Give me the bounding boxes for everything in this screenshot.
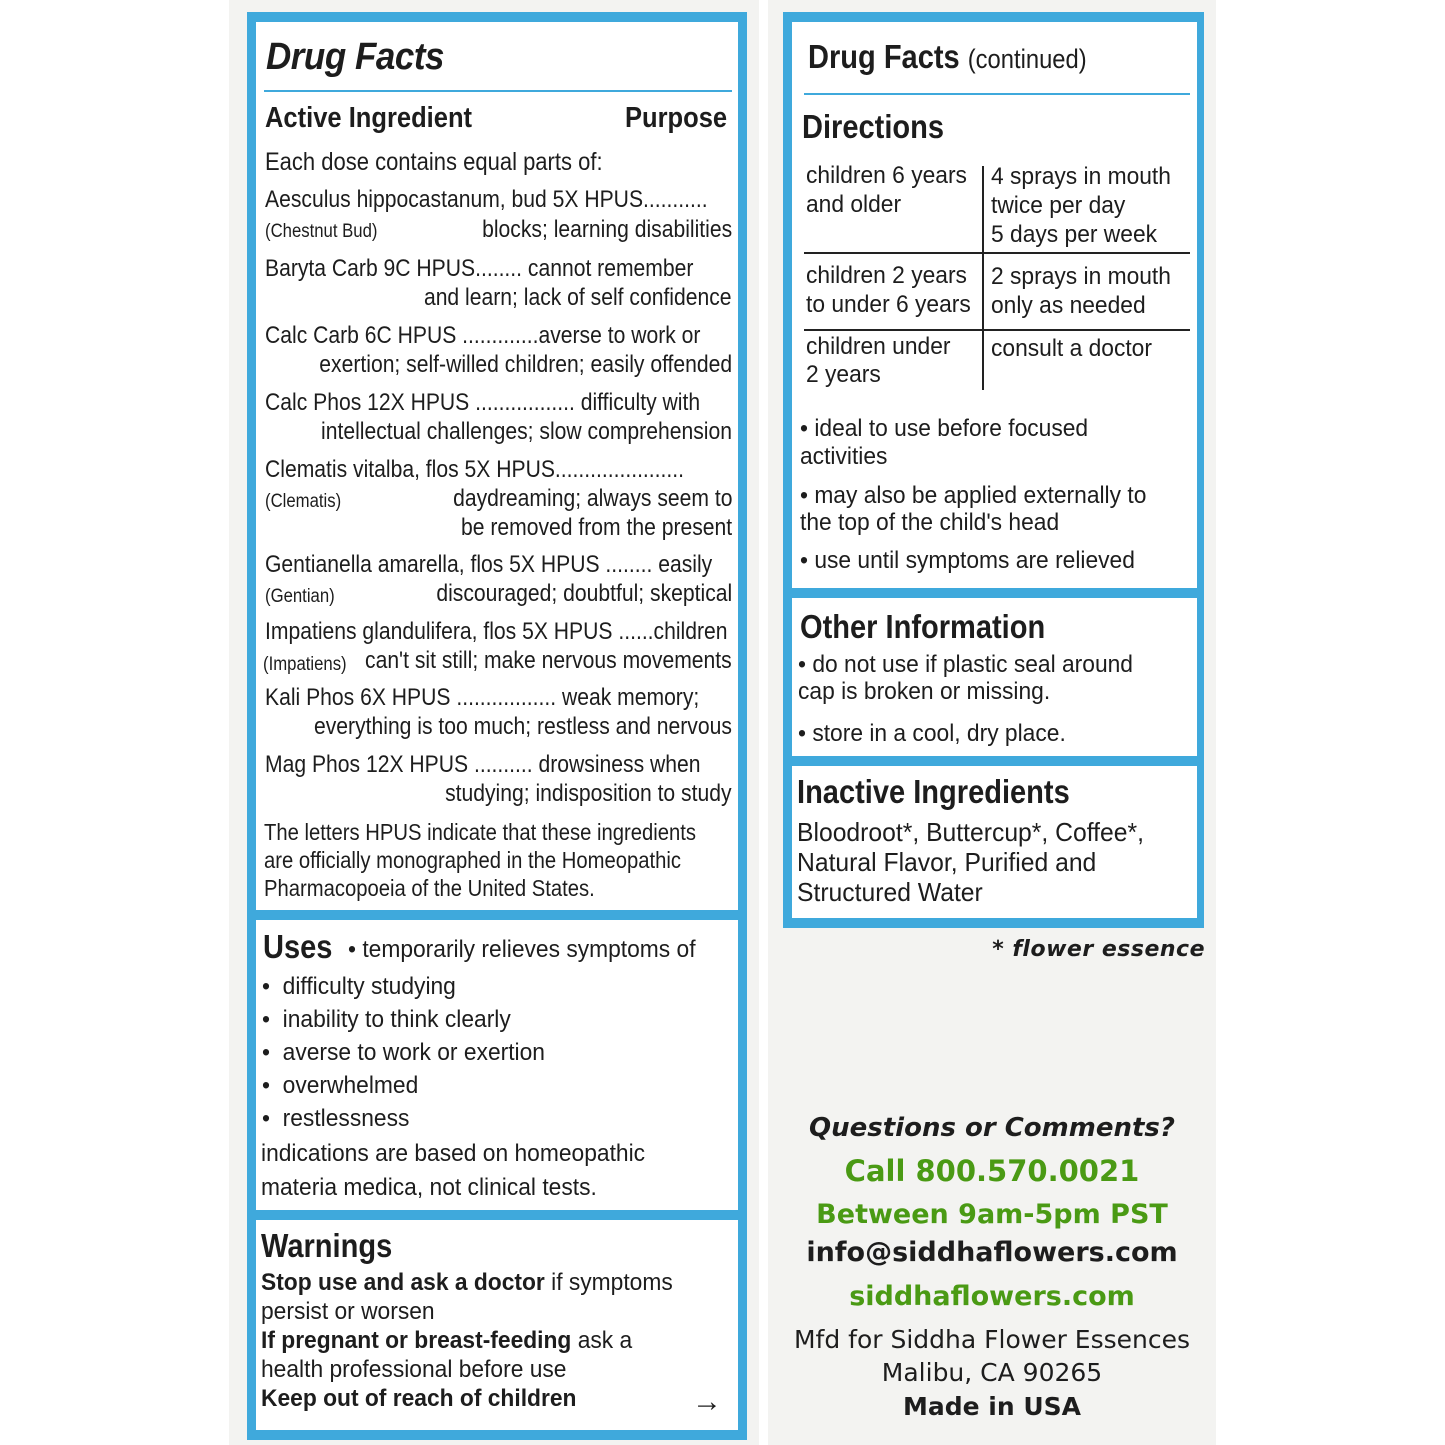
directions-bullet: the top of the child's head <box>800 509 1060 536</box>
uses-heading: Uses <box>263 928 333 965</box>
website-link[interactable]: siddhaflowers.com <box>849 1281 1135 1312</box>
questions-heading: Questions or Comments? <box>809 1113 1175 1143</box>
warning-keep-out: Keep out of reach of children <box>261 1385 577 1412</box>
directions-bullet: • ideal to use before focused <box>800 415 1089 442</box>
other-info-item: cap is broken or missing. <box>798 678 1051 705</box>
ingredient-purpose: studying; indisposition to study <box>445 780 732 807</box>
title-rule <box>264 90 732 92</box>
ingredient-name: Gentianella amarella, flos 5X HPUS ........ easily <box>265 551 713 578</box>
ingredient-purpose: discouraged; doubtful; skeptical <box>436 580 732 607</box>
directions-dose: 4 sprays in mouth <box>991 163 1171 190</box>
uses-item: • difficulty studying <box>262 973 456 1000</box>
made-in-usa: Made in USA <box>902 1392 1082 1421</box>
other-info-heading: Other Information <box>800 608 1046 645</box>
purpose-heading: Purpose <box>625 102 728 134</box>
directions-age: to under 6 years <box>806 291 971 318</box>
directions-bullet: • may also be applied externally to <box>800 482 1147 509</box>
directions-age: children 6 years <box>806 162 967 189</box>
ingredient-common-name: (Impatiens) <box>263 654 347 675</box>
inactive-heading: Inactive Ingredients <box>797 773 1070 810</box>
directions-dose: 5 days per week <box>991 221 1158 248</box>
manufacturer-line: Mfd for Siddha Flower Essences <box>793 1325 1191 1354</box>
inactive-line: Natural Flavor, Purified and <box>797 847 1097 877</box>
warning-stop-use-cont: persist or worsen <box>261 1298 435 1325</box>
warnings-heading: Warnings <box>261 1227 393 1264</box>
uses-intro: • temporarily relieves symptoms of <box>348 936 696 963</box>
uses-item: • overwhelmed <box>262 1072 419 1099</box>
title-rule <box>804 93 1190 95</box>
warning-pregnant-cont: health professional before use <box>261 1356 567 1383</box>
directions-dose: 2 sprays in mouth <box>991 263 1171 290</box>
directions-heading: Directions <box>802 108 945 145</box>
warning-stop-use: Stop use and ask a doctor if symptoms <box>261 1269 673 1296</box>
hpus-note-line: are officially monographed in the Homeopathic <box>264 847 682 873</box>
inactive-line: Bloodroot*, Buttercup*, Coffee*, <box>797 817 1144 847</box>
directions-age: 2 years <box>806 361 881 388</box>
uses-item: • inability to think clearly <box>262 1006 511 1033</box>
uses-item: • averse to work or exertion <box>262 1039 545 1066</box>
ingredient-name: Aesculus hippocastanum, bud 5X HPUS........... <box>265 186 708 213</box>
directions-age: and older <box>806 191 902 218</box>
directions-bullet: activities <box>800 443 888 470</box>
other-info-item: • do not use if plastic seal around <box>798 651 1133 678</box>
directions-dose: consult a doctor <box>991 335 1152 362</box>
table-divider-vertical <box>982 166 984 390</box>
ingredient-purpose: can't sit still; make nervous movements <box>365 647 732 674</box>
directions-dose: twice per day <box>991 192 1126 219</box>
phone-number: Call 800.570.0021 <box>844 1154 1140 1188</box>
directions-age: children 2 years <box>806 262 967 289</box>
inactive-line: Structured Water <box>797 877 983 907</box>
address-line: Malibu, CA 90265 <box>881 1358 1103 1387</box>
ingredient-name: Clematis vitalba, flos 5X HPUS...................... <box>265 456 685 483</box>
ingredient-purpose: be removed from the present <box>460 514 732 541</box>
email-link[interactable]: info@siddhaflowers.com <box>806 1237 1178 1268</box>
active-ingredient-heading: Active Ingredient <box>265 102 473 134</box>
ingredient-purpose: and learn; lack of self confidence <box>424 284 732 311</box>
hpus-note-line: Pharmacopoeia of the United States. <box>264 875 595 901</box>
ingredient-name: Kali Phos 6X HPUS ................. weak memory; <box>265 684 700 711</box>
ingredient-common-name: (Clematis) <box>265 491 342 512</box>
other-info-item: • store in a cool, dry place. <box>798 720 1066 747</box>
continue-arrow-icon: → <box>692 1385 722 1418</box>
uses-note: indications are based on homeopathic <box>261 1140 646 1167</box>
business-hours: Between 9am-5pm PST <box>816 1199 1168 1230</box>
table-divider <box>804 329 1190 331</box>
ingredient-name: Calc Carb 6C HPUS .............averse to work or <box>265 322 701 349</box>
dose-intro: Each dose contains equal parts of: <box>265 148 603 176</box>
uses-note: materia medica, not clinical tests. <box>261 1174 597 1201</box>
table-divider <box>804 252 1190 254</box>
ingredient-common-name: (Chestnut Bud) <box>265 221 378 242</box>
ingredient-purpose: intellectual challenges; slow comprehension <box>321 418 732 445</box>
directions-bullet: • use until symptoms are relieved <box>800 547 1135 574</box>
ingredient-name: Baryta Carb 9C HPUS........ cannot remember <box>265 255 694 282</box>
ingredient-purpose: blocks; learning disabilities <box>481 216 732 243</box>
ingredient-purpose: everything is too much; restless and nervous <box>314 713 732 740</box>
ingredient-common-name: (Gentian) <box>265 586 335 607</box>
ingredient-name: Impatiens glandulifera, flos 5X HPUS ......children <box>265 618 728 645</box>
ingredient-name: Calc Phos 12X HPUS ................. difficulty with <box>265 389 701 416</box>
ingredient-name: Mag Phos 12X HPUS .......... drowsiness when <box>265 751 701 778</box>
hpus-note-line: The letters HPUS indicate that these ingredients <box>264 819 697 845</box>
directions-age: children under <box>806 333 951 360</box>
warning-pregnant: If pregnant or breast-feeding ask a <box>261 1327 633 1354</box>
drug-facts-title: Drug Facts <box>266 36 445 78</box>
directions-dose: only as needed <box>991 292 1146 319</box>
ingredient-purpose: daydreaming; always seem to <box>452 485 732 512</box>
uses-item: • restlessness <box>262 1105 410 1132</box>
flower-essence-footnote: * flower essence <box>992 937 1205 962</box>
drug-facts-continued-title: Drug Facts (continued) <box>808 38 1087 75</box>
ingredient-purpose: exertion; self-willed children; easily offended <box>319 351 732 378</box>
